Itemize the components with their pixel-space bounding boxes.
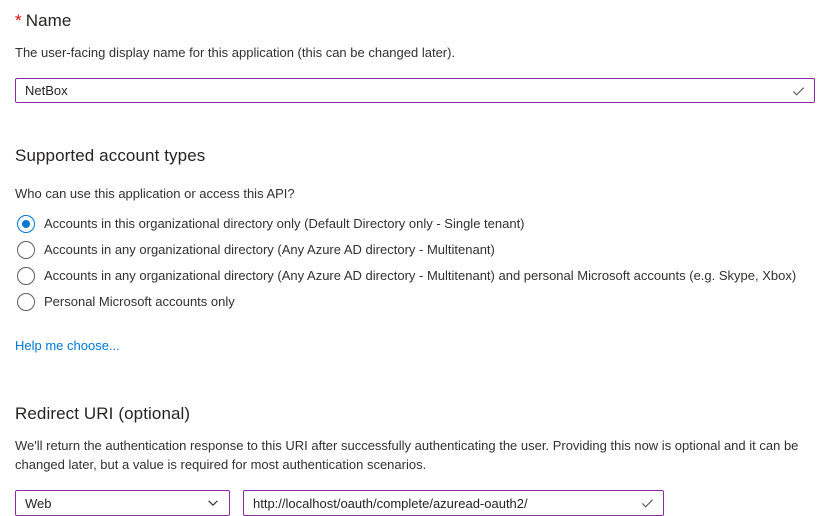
radio-button-icon[interactable] [17,241,35,259]
platform-select-value: Web [25,495,52,511]
radio-option-multitenant[interactable] [15,237,815,263]
redirect-uri-input[interactable] [244,491,663,515]
account-types-question: Who can use this application or access this API? [15,186,295,201]
radio-option-personal-only[interactable] [15,289,815,315]
redirect-uri-section [15,403,815,516]
name-input-wrapper [15,78,815,103]
supported-account-types-title: Supported account types [15,146,206,165]
radio-option-multitenant-personal[interactable] [15,263,815,289]
name-section-title [15,10,815,31]
radio-button-icon[interactable] [17,267,35,285]
chevron-down-icon [206,496,220,510]
name-section [15,10,815,103]
help-me-choose-link[interactable]: Help me choose... [15,338,120,353]
account-types-radio-group [15,211,815,315]
redirect-uri-input-wrapper [243,490,664,516]
supported-account-types-section [15,145,815,355]
radio-button-icon[interactable] [17,293,35,311]
radio-option-label: Accounts in any organizational directory (Any Azure AD directory - Multitenant) [44,242,495,257]
name-input[interactable] [16,79,814,102]
redirect-uri-controls [15,490,815,516]
name-title-text: Name [25,11,72,30]
radio-option-label: Personal Microsoft accounts only [44,294,235,309]
redirect-uri-description: We'll return the authentication response to this URI after successfully authenticating the user. Providing this now is optional and it can be changed later, but a value is required for most authentication scenarios. [15,438,799,472]
redirect-uri-title: Redirect URI (optional) [15,404,191,423]
platform-select[interactable] [15,490,230,516]
name-description: The user-facing display name for this application (this can be changed later). [15,45,456,60]
radio-option-label: Accounts in this organizational directory only (Default Directory only - Single tenant) [44,216,525,231]
radio-option-single-tenant[interactable] [15,211,815,237]
radio-button-icon[interactable] [17,215,35,233]
required-asterisk: * [15,11,22,30]
radio-option-label: Accounts in any organizational directory (Any Azure AD directory - Multitenant) and personal Microsoft accounts (e.g. Skype, Xbox) [44,268,797,283]
